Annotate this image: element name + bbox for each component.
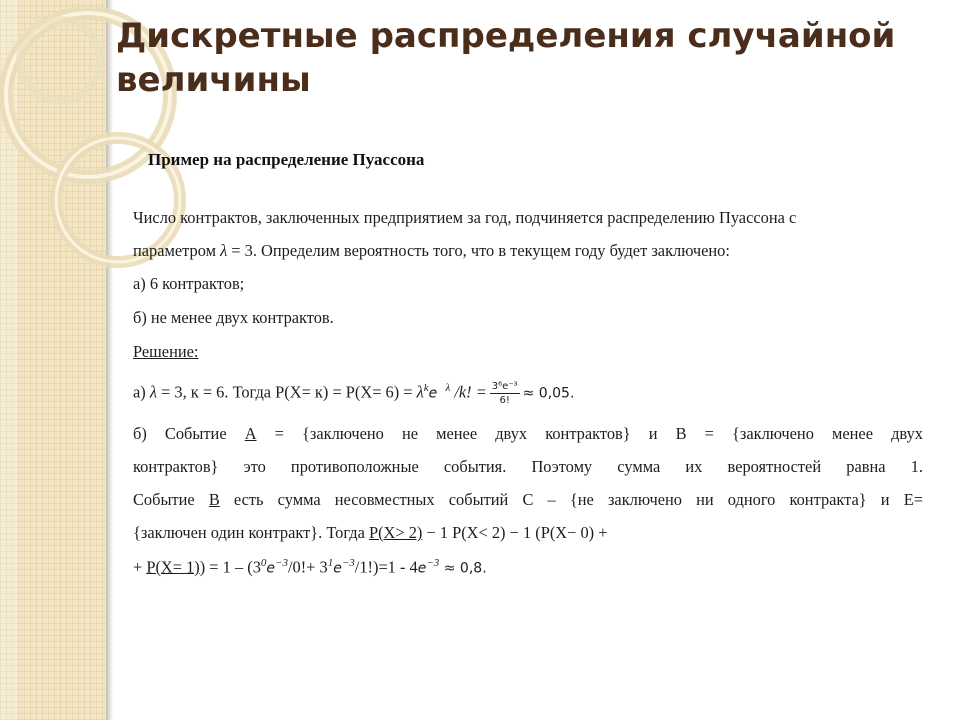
solution-a-result: ≈ 0,05. bbox=[522, 385, 575, 402]
superscript-minus-3: −3 bbox=[426, 557, 440, 569]
example-subtitle: Пример на распределение Пуассона bbox=[148, 150, 425, 169]
superscript-lambda: λ bbox=[445, 381, 451, 394]
solution-b-line-2: контрактов} это противоположные события. Поэтому сумма их вероятностей равна 1. bbox=[133, 457, 923, 476]
lambda-symbol: λ bbox=[416, 382, 424, 402]
probability-expression: Р(Х> 2) bbox=[368, 523, 423, 542]
solution-label: Решение: bbox=[133, 342, 199, 361]
formula-part: )=1 - 4 bbox=[372, 557, 418, 577]
lambda-symbol: λ bbox=[220, 241, 228, 260]
solution-b-line-5 bbox=[133, 557, 487, 577]
solution-b-line-5-prefix: + bbox=[133, 557, 147, 577]
problem-line-2 bbox=[133, 241, 730, 261]
problem-line-1: Число контрактов, заключенных предприятием за год, подчиняется распределению Пуассона с bbox=[133, 208, 797, 227]
solution-a-line bbox=[133, 380, 574, 407]
solution-b-prefix: б) Событие bbox=[133, 424, 245, 443]
solution-b-line-4-prefix: {заключен один контракт}. Тогда bbox=[133, 523, 369, 542]
superscript-minus-3: −3 bbox=[341, 557, 355, 569]
solution-b-line-3-prefix: Событие bbox=[133, 490, 209, 509]
fraction-denominator: 6! bbox=[499, 395, 510, 406]
formula-part: /1! bbox=[354, 557, 373, 577]
formula-part: /0!+ 3 bbox=[287, 557, 328, 577]
solution-a-prefix: а) bbox=[133, 382, 146, 402]
superscript-0: 0 bbox=[260, 557, 267, 569]
superscript-1: 1 bbox=[327, 557, 334, 569]
superscript-k: k bbox=[423, 381, 429, 394]
slide-title: Дискретные распределения случайной величины bbox=[116, 16, 896, 100]
lambda-symbol: λ bbox=[149, 382, 157, 402]
solution-b-line-4 bbox=[133, 523, 607, 543]
solution-b-line-1 bbox=[133, 424, 923, 444]
problem-item-a: а) 6 контрактов; bbox=[133, 274, 245, 293]
euler-e: e bbox=[333, 560, 342, 577]
problem-line-2-prefix: параметром bbox=[133, 241, 216, 260]
euler-e: e bbox=[266, 560, 276, 577]
problem-line-2-suffix: = 3. Определим вероятность того, что в текущем году будет заключено: bbox=[227, 241, 730, 260]
event-b: В bbox=[208, 490, 220, 509]
probability-expression: Р(Х= 1) bbox=[146, 557, 200, 577]
problem-item-b: б) не менее двух контрактов. bbox=[133, 308, 334, 327]
factorial-division: /k! = bbox=[454, 382, 487, 402]
solution-b-line-3 bbox=[133, 490, 923, 510]
euler-e: e bbox=[428, 385, 438, 402]
event-a: А bbox=[244, 424, 257, 443]
euler-e: e bbox=[417, 560, 427, 577]
fraction-numerator: 3⁶e⁻³ bbox=[491, 381, 518, 392]
solution-b-line-3-text: есть сумма несовместных событий С – {не заключено ни одного контракта} и Е= bbox=[219, 490, 923, 509]
formula-part: ) = 1 – (3 bbox=[199, 557, 261, 577]
solution-a-text: = 3, к = 6. Тогда bbox=[156, 382, 276, 402]
solution-b-result: ≈ 0,8. bbox=[439, 560, 487, 577]
superscript-minus-3: −3 bbox=[275, 557, 288, 569]
solution-b-line-1-text: = {заключено не менее двух контрактов} и В = {заключено менее двух bbox=[256, 424, 923, 443]
solution-b-line-4-text: − 1 Р(Х< 2) − 1 (Р(Х− 0) + bbox=[422, 523, 608, 542]
poisson-fraction bbox=[490, 380, 520, 407]
solution-a-probability: Р(Х= к) = Р(Х= 6) = bbox=[275, 382, 417, 402]
